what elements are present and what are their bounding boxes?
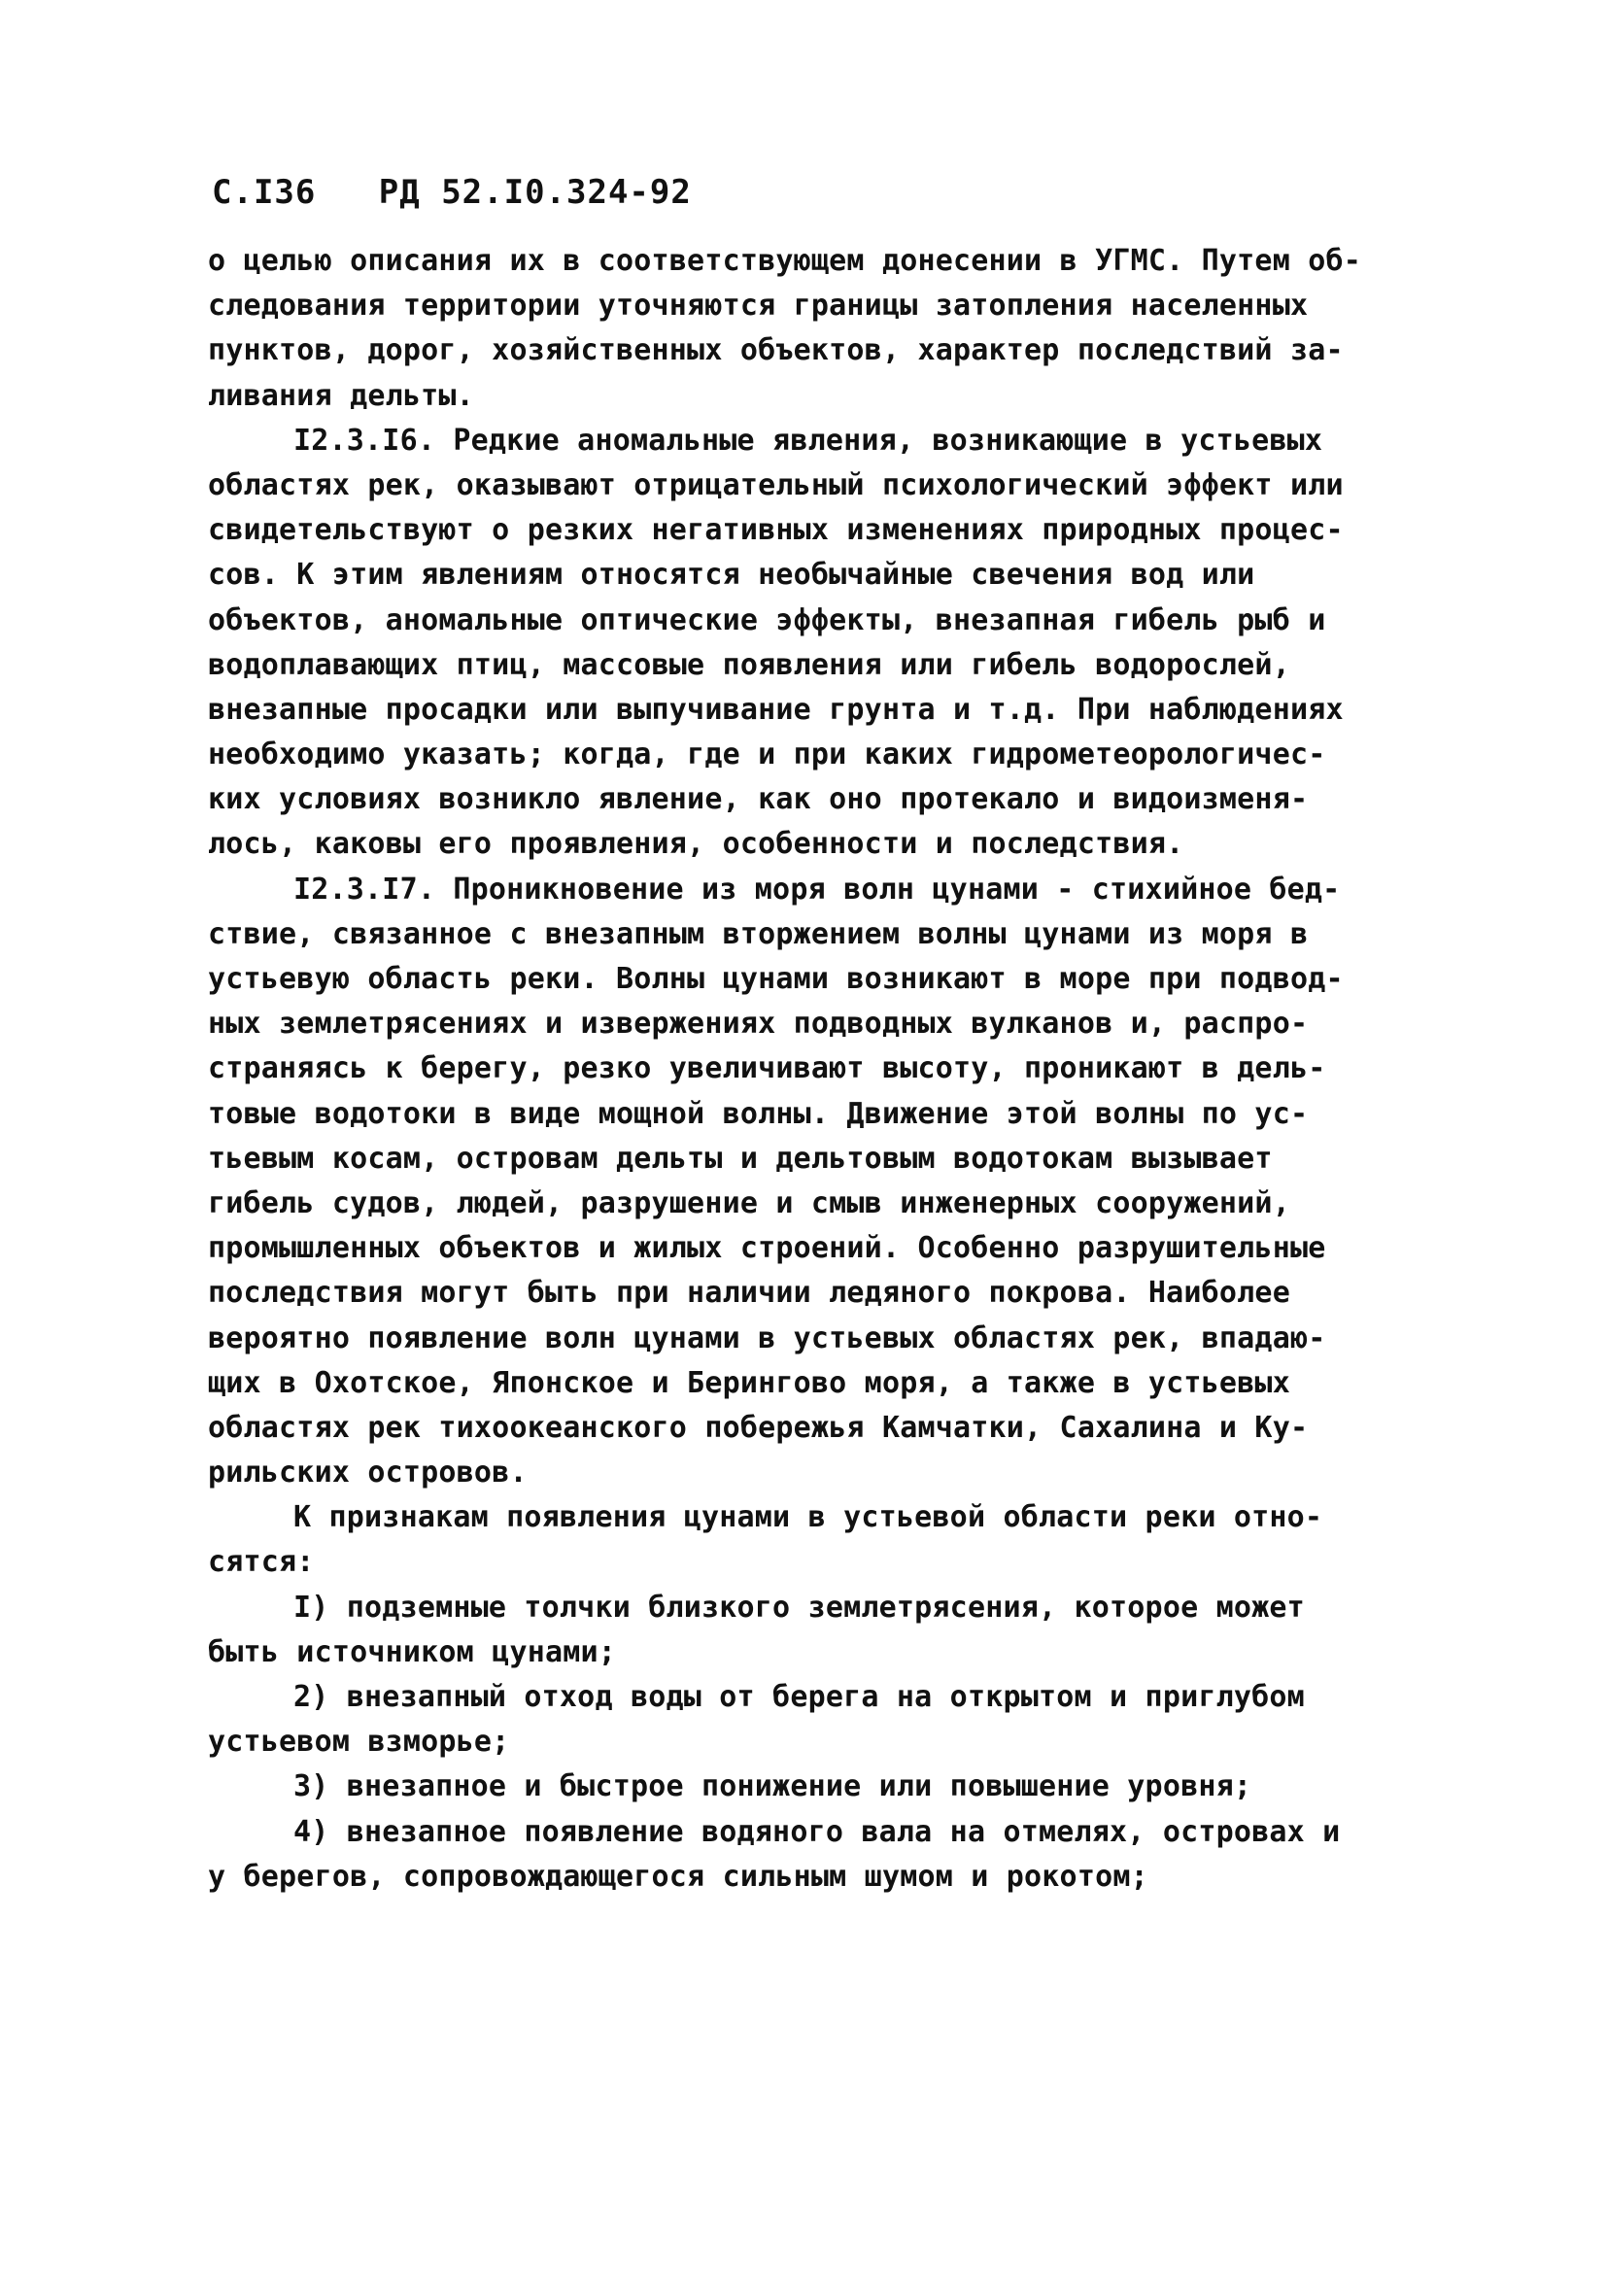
text-line: свидетельствуют о резких негативных изменениях природных процес-: [208, 513, 1344, 548]
text-line: гибель судов, людей, разрушение и смыв инженерных сооружений,: [208, 1185, 1290, 1220]
text-line: устьевом взморье;: [208, 1725, 510, 1760]
text-line: тьевым косам, островам дельты и дельтовым водотокам вызывает: [208, 1141, 1273, 1176]
text-line: у берегов, сопровождающегося сильным шумом и рокотом;: [208, 1859, 1148, 1894]
page-number: С.I36: [212, 173, 317, 212]
list-item-3: 3) внезапное и быстрое понижение или повышение уровня;: [293, 1769, 1252, 1804]
document-code: РД 52.I0.324-92: [378, 173, 692, 212]
text-line: объектов, аномальные оптические эффекты, внезапная гибель рыб и: [208, 602, 1326, 637]
list-item-1: I) подземные толчки близкого землетрясения, которое может: [293, 1590, 1305, 1625]
text-line: товые водотоки в виде мощной волны. Движение этой волны по ус-: [208, 1096, 1309, 1131]
text-line: лось, каковы его проявления, особенности и последствия.: [208, 827, 1184, 862]
text-line: пунктов, дорог, хозяйственных объектов, характер последствий за-: [208, 333, 1344, 368]
text-line: быть источником цунами;: [208, 1634, 617, 1669]
text-line: необходимо указать; когда, где и при каких гидрометеорологичес-: [208, 737, 1326, 772]
text-line: областях рек тихоокеанского побережья Камчатки, Сахалина и Ку-: [208, 1410, 1309, 1445]
text-line: промышленных объектов и жилых строений. Особенно разрушительные: [208, 1231, 1326, 1266]
text-line: ствие, связанное с внезапным вторжением волны цунами из моря в: [208, 916, 1309, 951]
text-line: областях рек, оказывают отрицательный психологический эффект или: [208, 467, 1344, 502]
text-line: ных землетрясениях и извержениях подводных вулканов и, распро-: [208, 1007, 1309, 1042]
text-line: сов. К этим явлениям относятся необычайные свечения вод или: [208, 558, 1255, 593]
text-line: внезапные просадки или выпучивание грунта и т.д. При наблюдениях: [208, 692, 1344, 727]
text-line: рильских островов.: [208, 1456, 528, 1491]
text-line: устьевую область реки. Волны цунами возникают в море при подвод-: [208, 962, 1344, 996]
page-header: [212, 173, 692, 212]
body-text: [208, 239, 1442, 1900]
text-line: щих в Охотское, Японское и Берингово моря, а также в устьевых: [208, 1365, 1290, 1400]
text-line: ких условиях возникло явление, как оно протекало и видоизменя-: [208, 782, 1309, 817]
text-line: о целью описания их в соответствующем донесении в УГМС. Путем об-: [208, 244, 1361, 278]
text-line: сятся:: [208, 1545, 315, 1580]
paragraph-start-12-3-16: I2.3.I6. Редкие аномальные явления, возникающие в устьевых: [293, 423, 1323, 458]
paragraph-start-tsunami-signs: К признакам появления цунами в устьевой области реки отно-: [293, 1500, 1323, 1535]
list-item-2: 2) внезапный отход воды от берега на открытом и приглубом: [293, 1680, 1305, 1714]
list-item-4: 4) внезапное появление водяного вала на отмелях, островах и: [293, 1814, 1341, 1849]
text-line: вероятно появление волн цунами в устьевых областях рек, впадаю-: [208, 1320, 1326, 1355]
text-line: последствия могут быть при наличии ледяного покрова. Наиболее: [208, 1276, 1290, 1311]
text-line: следования территории уточняются границы затопления населенных: [208, 289, 1309, 324]
text-line: ливания дельты.: [208, 378, 474, 413]
text-line: водоплавающих птиц, массовые появления или гибель водорослей,: [208, 647, 1290, 682]
text-line: страняясь к берегу, резко увеличивают высоту, проникают в дель-: [208, 1051, 1326, 1086]
paragraph-start-12-3-17: I2.3.I7. Проникновение из моря волн цунами - стихийное бед-: [293, 872, 1341, 907]
